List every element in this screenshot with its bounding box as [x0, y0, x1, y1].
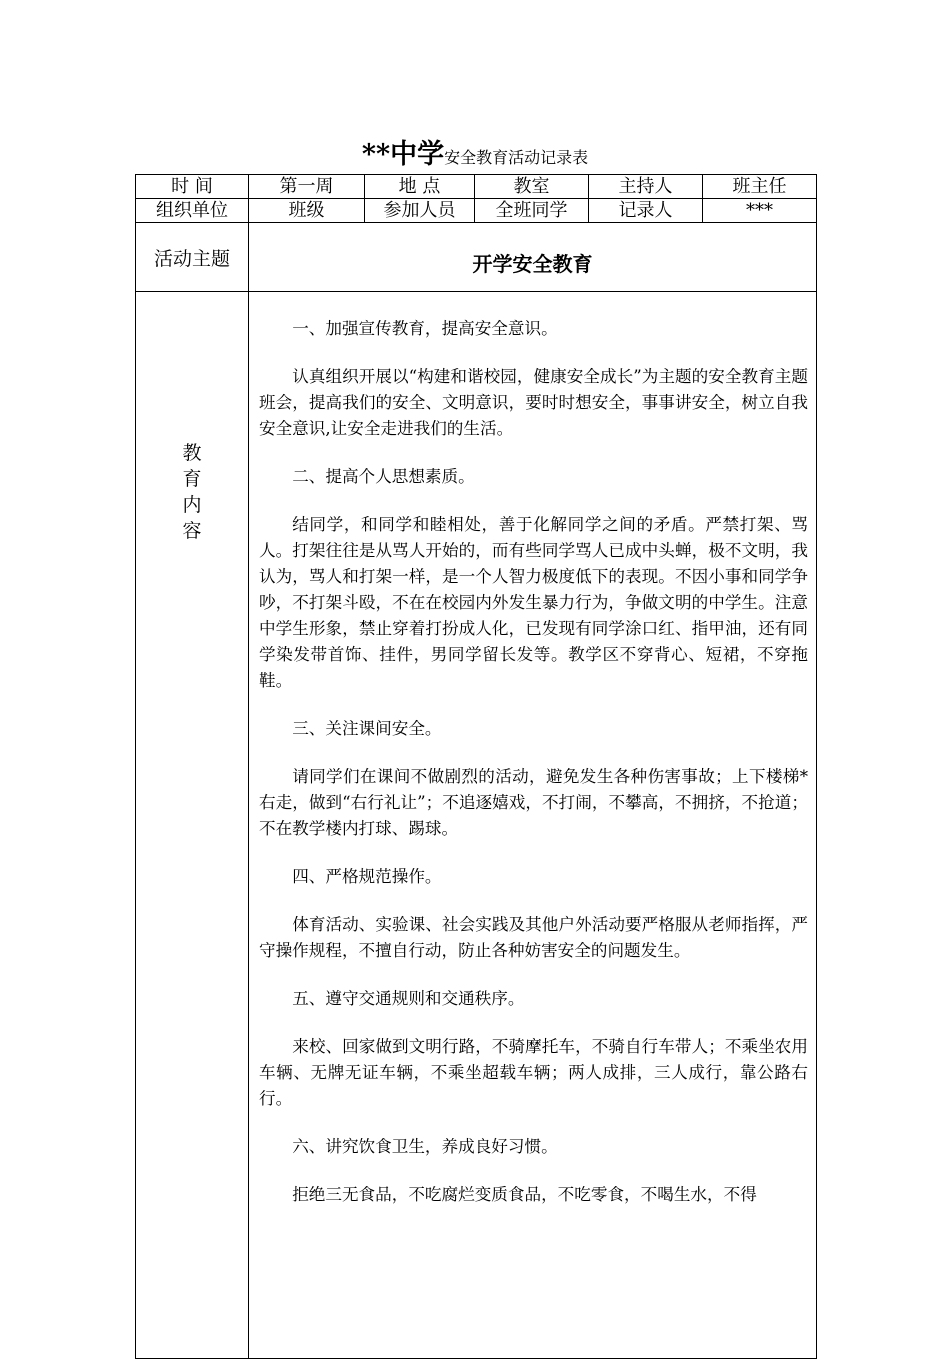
section-paragraph: 结同学，和同学和睦相处，善于化解同学之间的矛盾。严禁打架、骂人。打架往往是从骂人开始的，而有些同学骂人已成中头蝉，极不文明，我认为，骂人和打架一样，是一个人智力极度低下的表现。不因小事和同学争吵，不打架斗殴，不在在校园内外发生暴力行为，争做文明的中学生。注意中学生形象，禁止穿着打扮成人化，已发现有同学涂口红、指甲油，还有同学染发带首饰、挂件，男同学留长发等。教学区不穿背心、短裙，不穿拖鞋。	[259, 515, 808, 690]
info-row-2	[136, 199, 817, 223]
section-heading: 六、讲究饮食卫生，养成良好习惯。	[292, 1137, 558, 1156]
participants-value: 全班同学	[475, 199, 589, 223]
content-label-char: 教	[182, 442, 202, 464]
document-title	[0, 132, 950, 171]
activity-record-table	[135, 174, 817, 1359]
host-value: 班主任	[703, 175, 817, 199]
theme-value: 开学安全教育	[249, 223, 817, 292]
info-row-1	[136, 175, 817, 199]
section-heading: 一、加强宣传教育，提高安全意识。	[292, 319, 558, 338]
content-label-char: 育	[182, 468, 202, 490]
section-paragraph: 来校、回家做到文明行路，不骑摩托车，不骑自行车带人；不乘坐农用车辆、无牌无证车辆，不乘坐超载车辆；两人成排，三人成行，靠公路右行。	[259, 1037, 808, 1108]
place-label: 地 点	[365, 175, 475, 199]
content-label-char: 容	[182, 520, 202, 542]
recorder-label: 记录人	[589, 199, 703, 223]
theme-label: 活动主题	[136, 223, 249, 292]
content-label	[136, 292, 249, 1359]
place-value: 教室	[475, 175, 589, 199]
section-paragraph: 请同学们在课间不做剧烈的活动，避免发生各种伤害事故；上下楼梯*右走，做到“右行礼让”；不追逐嬉戏，不打闹，不攀高，不拥挤，不抢道；不在教学楼内打球、踢球。	[259, 767, 808, 838]
section-heading: 四、严格规范操作。	[292, 867, 442, 886]
recorder-value: ***	[703, 199, 817, 223]
school-name: **中学	[361, 139, 445, 170]
content-body	[249, 292, 817, 1359]
content-row	[136, 292, 817, 1359]
section-paragraph: 拒绝三无食品，不吃腐烂变质食品，不吃零食，不喝生水，不得	[292, 1185, 757, 1204]
org-value: 班级	[249, 199, 365, 223]
section-heading: 五、遵守交通规则和交通秩序。	[292, 989, 525, 1008]
section-paragraph: 认真组织开展以“构建和谐校园，健康安全成长”为主题的安全教育主题班会，提高我们的安全、文明意识，要时时想安全，事事讲安全，树立自我安全意识,让安全走进我们的生活。	[259, 367, 808, 438]
host-label: 主持人	[589, 175, 703, 199]
form-title: 安全教育活动记录表	[444, 148, 589, 167]
theme-row	[136, 223, 817, 292]
section-heading: 三、关注课间安全。	[292, 719, 442, 738]
org-label: 组织单位	[136, 199, 249, 223]
content-label-char: 内	[182, 494, 202, 516]
time-value: 第一周	[249, 175, 365, 199]
section-heading: 二、提高个人思想素质。	[292, 467, 475, 486]
participants-label: 参加人员	[365, 199, 475, 223]
section-paragraph: 体育活动、实验课、社会实践及其他户外活动要严格服从老师指挥，严守操作规程，不擅自行动，防止各种妨害安全的问题发生。	[259, 915, 808, 960]
time-label: 时 间	[136, 175, 249, 199]
